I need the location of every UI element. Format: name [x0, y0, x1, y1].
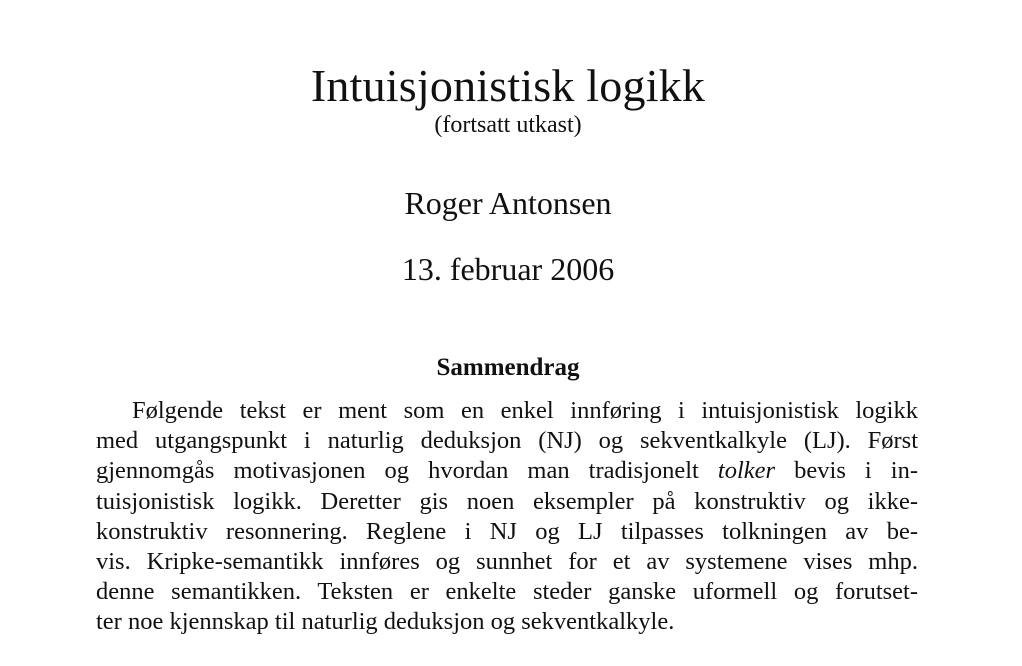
abstract-emphasis-tolker: tolker	[717, 457, 776, 485]
abstract-line-1	[96, 396, 918, 426]
abstract-line-2: med utgangspunkt i naturlig deduksjon (NJ) og sekventkalkyle (LJ). Først	[96, 427, 918, 455]
author-name: Roger Antonsen	[404, 185, 612, 221]
abstract-line-1-text: Følgende tekst er ment som en enkel innføring i intuisjonistisk logikk	[132, 397, 918, 424]
abstract-line-8: ter noe kjennskap til naturlig deduksjon og sekventkalkyle.	[96, 608, 675, 636]
abstract-line-3	[96, 456, 918, 486]
abstract-line-3-before: gjennomgås motivasjonen og hvordan man tradisjonelt	[96, 457, 718, 485]
abstract-line-3-after: bevis i in-	[775, 457, 918, 485]
abstract-line-5: konstruktiv resonnering. Reglene i NJ og LJ tilpasses tolkningen av be-	[96, 517, 918, 545]
publication-date: 13. februar 2006	[401, 251, 615, 287]
paper-subtitle: (fortsatt utkast)	[434, 112, 582, 138]
abstract-line-7: denne semantikken. Teksten er enkelte steder ganske uformell og forutset-	[96, 578, 918, 606]
abstract-line-6: vis. Kripke-semantikk innføres og sunnhet for et av systemene vises mhp.	[96, 547, 918, 575]
abstract-heading: Sammendrag	[436, 354, 580, 381]
paper-title: Intuisjonistisk logikk	[310, 60, 706, 111]
abstract-line-4: tuisjonistisk logikk. Deretter gis noen eksempler på konstruktiv og ikke-	[96, 487, 918, 515]
abstract-body	[96, 396, 918, 638]
